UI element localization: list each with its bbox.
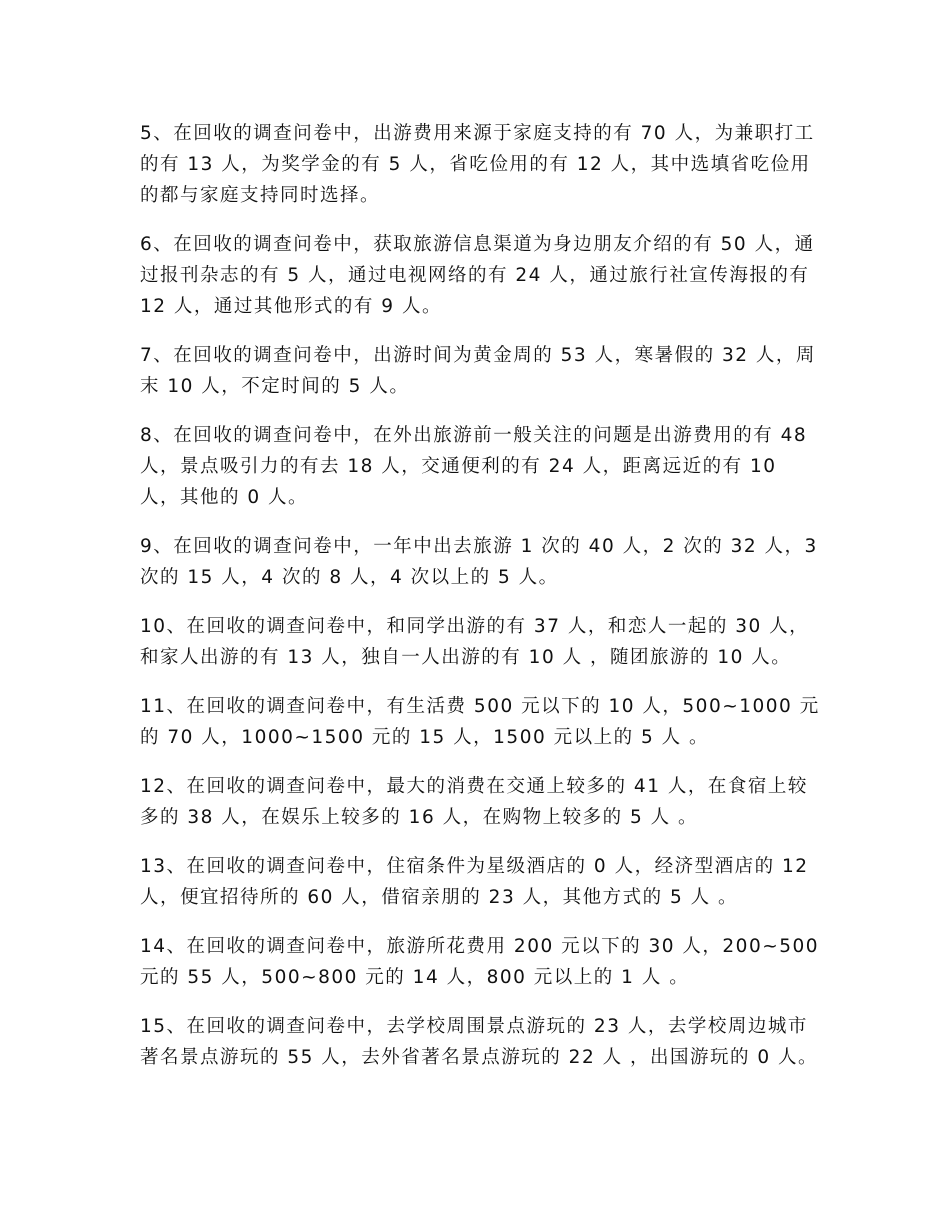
paragraph-item-12: 12、在回收的调查问卷中，最大的消费在交通上较多的 41 人，在食宿上较多的 38 人，在娱乐上较多的 16 人，在购物上较多的 5 人 。: [140, 776, 808, 828]
paragraph-item-9: 9、在回收的调查问卷中，一年中出去旅游 1 次的 40 人，2 次的 32 人，3 次的 15 人，4 次的 8 人，4 次以上的 5 人。: [140, 536, 818, 588]
paragraph-item-13: 13、在回收的调查问卷中，住宿条件为星级酒店的 0 人，经济型酒店的 12 人，便宜招待所的 60 人，借宿亲朋的 23 人，其他方式的 5 人 。: [140, 856, 809, 908]
paragraph-item-15: 15、在回收的调查问卷中，去学校周围景点游玩的 23 人，去学校周边城市著名景点游玩的 55 人，去外省著名景点游玩的 22 人 ，出国游玩的 0 人。: [140, 1016, 819, 1068]
paragraph-item-10: 10、在回收的调查问卷中，和同学出游的有 37 人，和恋人一起的 30 人，和家人出游的有 13 人，独自一人出游的有 10 人 ，随团旅游的 10 人。: [140, 616, 810, 668]
document-body: [140, 118, 820, 1091]
paragraph-item-8: 8、在回收的调查问卷中，在外出旅游前一般关注的问题是出游费用的有 48 人，景点吸引力的有去 18 人，交通便利的有 24 人，距离远近的有 10 人，其他的 0 人。: [140, 425, 808, 508]
paragraph-item-5: 5、在回收的调查问卷中，出游费用来源于家庭支持的有 70 人，为兼职打工的有 13 人，为奖学金的有 5 人，省吃俭用的有 12 人，其中选填省吃俭用的都与家庭支持同时选择。: [140, 123, 815, 206]
paragraph-item-7: 7、在回收的调查问卷中，出游时间为黄金周的 53 人，寒暑假的 32 人，周末 10 人，不定时间的 5 人。: [140, 345, 816, 397]
paragraph-item-6: 6、在回收的调查问卷中，获取旅游信息渠道为身边朋友介绍的有 50 人，通过报刊杂志的有 5 人，通过电视网络的有 24 人，通过旅行社宣传海报的有 12 人，通过其他形式的有 9 人。: [140, 234, 815, 317]
paragraph-item-14: 14、在回收的调查问卷中，旅游所花费用 200 元以下的 30 人，200~500 元的 55 人，500~800 元的 14 人，800 元以上的 1 人 。: [140, 936, 820, 988]
paragraph-item-11: 11、在回收的调查问卷中，有生活费 500 元以下的 10 人，500~1000 元的 70 人，1000~1500 元的 15 人，1500 元以上的 5 人 。: [140, 696, 820, 748]
